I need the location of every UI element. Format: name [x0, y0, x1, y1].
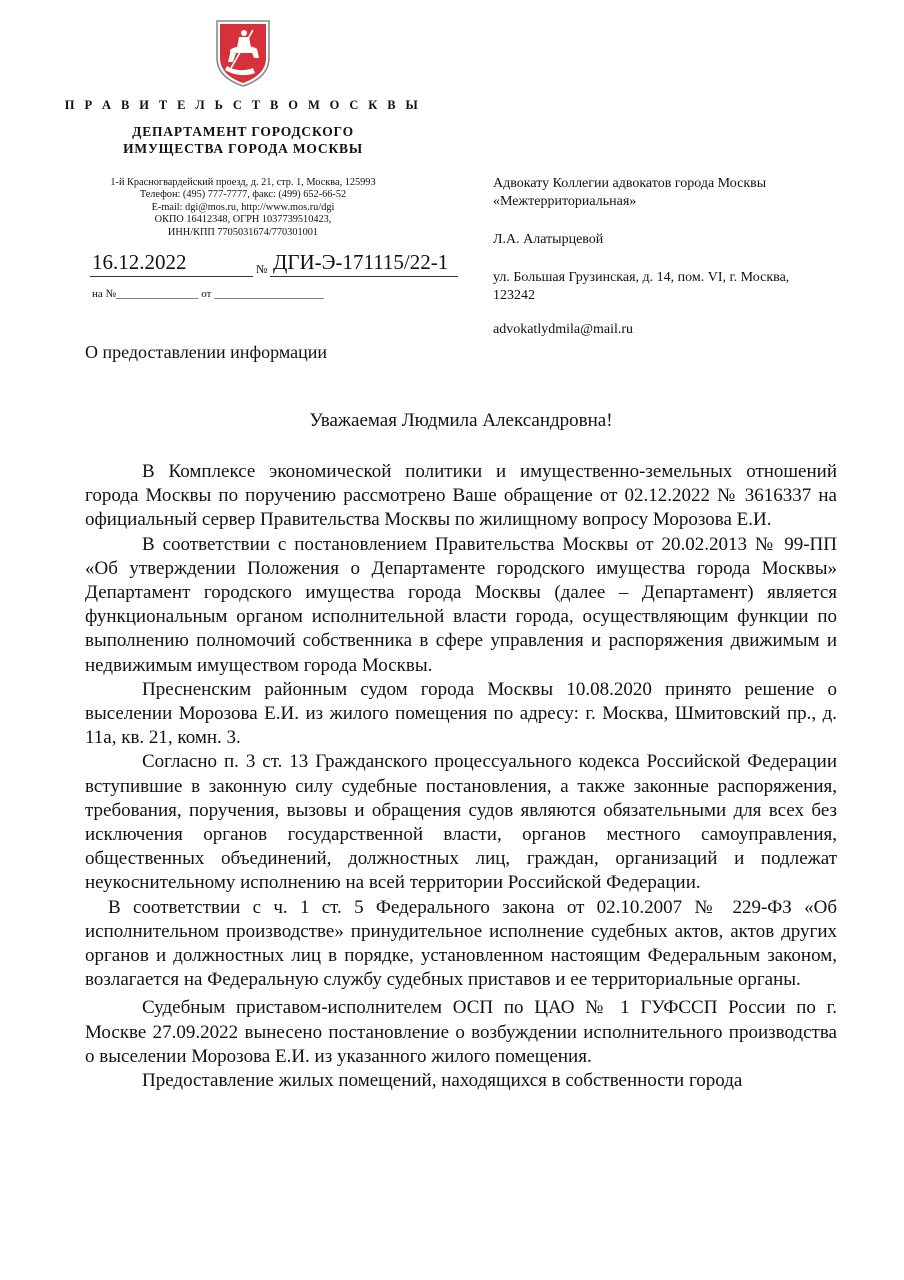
recipient-title: Адвокату Коллегии адвокатов города Москвы «Межтерриториальная»: [493, 176, 767, 209]
paragraph-5: В соответствии с ч. 1 ст. 5 Федерального закона от 02.10.2007 № 229-ФЗ «Об исполнительном производстве» принудительное исполнение судебных актов, актов других органов и должностных лиц в порядке, установленном настоящим Федеральным законом, возлагается на Федеральную службу судебных приставов и ее территориальные органы.: [85, 896, 837, 991]
paragraph-1: В Комплексе экономической политики и имущественно-земельных отношений города Москвы по поручению рассмотрено Ваше обращение от 02.12.2022 № 3616337 на официальный сервер Правительства Москвы по жилищному вопросу Морозова Е.И.: [85, 461, 837, 531]
contact-okpo: ОКПО 16412348, ОГРН 1037739510423,: [154, 214, 332, 226]
letter-number: ДГИ-Э-171115/22-1: [273, 250, 449, 274]
date-underline: [90, 276, 253, 277]
paragraph-2: В соответствии с постановлением Правительства Москвы от 20.02.2013 № 99-ПП «Об утверждении Положения о Департаменте городского имущества города Москвы» Департамент городского имущества города Москвы (далее – Департамент) является функциональным органом исполнительной власти города, осуществляющим функции по выполнению полномочий собственника в сфере управления и распоряжения движимым и недвижимым имуществом города Москвы.: [85, 533, 837, 676]
number-sign: №: [256, 262, 268, 276]
number-underline: [270, 276, 458, 277]
moscow-coat-of-arms-icon: [213, 18, 273, 88]
paragraph-4: Согласно п. 3 ст. 13 Гражданского процессуального кодекса Российской Федерации вступившие в законную силу судебные постановления, а также законные распоряжения, требования, поручения, вызовы и обращения судов являются обязательными для всех без исключения органов государственной власти, органов местного самоуправления, общественных объединений, должностных лиц, граждан, организаций и подлежат неукоснительному исполнению на всей территории Российской Федерации.: [85, 751, 837, 894]
greeting: Уважаемая Людмила Александровна!: [309, 410, 613, 431]
paragraph-6: Судебным приставом-исполнителем ОСП по ЦАО № 1 ГУФССП России по г. Москве 27.09.2022 вынесено постановление о возбуждении исполнительного производства о выселении Морозова Е.И. из указанного жилого помещения.: [85, 997, 837, 1067]
letter-body: [85, 460, 837, 1093]
contact-inn: ИНН/КПП 7705031674/770301001: [167, 226, 319, 238]
government-title: П Р А В И Т Е Л Ь С Т В О М О С К В Ы: [64, 98, 422, 112]
paragraph-7: Предоставление жилых помещений, находящихся в собственности города: [142, 1070, 743, 1092]
recipient-email: advokatlydmila@mail.ru: [493, 322, 634, 337]
recipient-address: ул. Большая Грузинская, д. 14, пом. VI, г. Москва, 123242: [493, 270, 790, 303]
recipient-name: Л.А. Алатырцевой: [493, 232, 604, 247]
reference-line: на №_______________ от ____________________: [92, 288, 325, 300]
paragraph-3: Пресненским районным судом города Москвы 10.08.2020 принято решение о выселении Морозова Е.И. из жилого помещения по адресу: г. Москва, Шмитовский пр., д. 11а, кв. 21, комн. 3.: [85, 678, 837, 749]
contact-address: 1-й Красногвардейский проезд, д. 21, стр. 1, Москва, 125993: [110, 177, 376, 188]
contact-phone: Телефон: (495) 777-7777, факс: (499) 652-66-52: [139, 189, 347, 201]
department-title: [62, 123, 424, 157]
department-line2: ИМУЩЕСТВА ГОРОДА МОСКВЫ: [123, 141, 363, 156]
contact-email: E-mail: dgi@mos.ru, http://www.mos.ru/dgi: [151, 201, 335, 213]
letter-subject: О предоставлении информации: [85, 342, 327, 362]
department-line1: ДЕПАРТАМЕНТ ГОРОДСКОГО: [132, 124, 354, 139]
contact-block: [62, 177, 424, 239]
letter-date: 16.12.2022: [92, 250, 187, 274]
